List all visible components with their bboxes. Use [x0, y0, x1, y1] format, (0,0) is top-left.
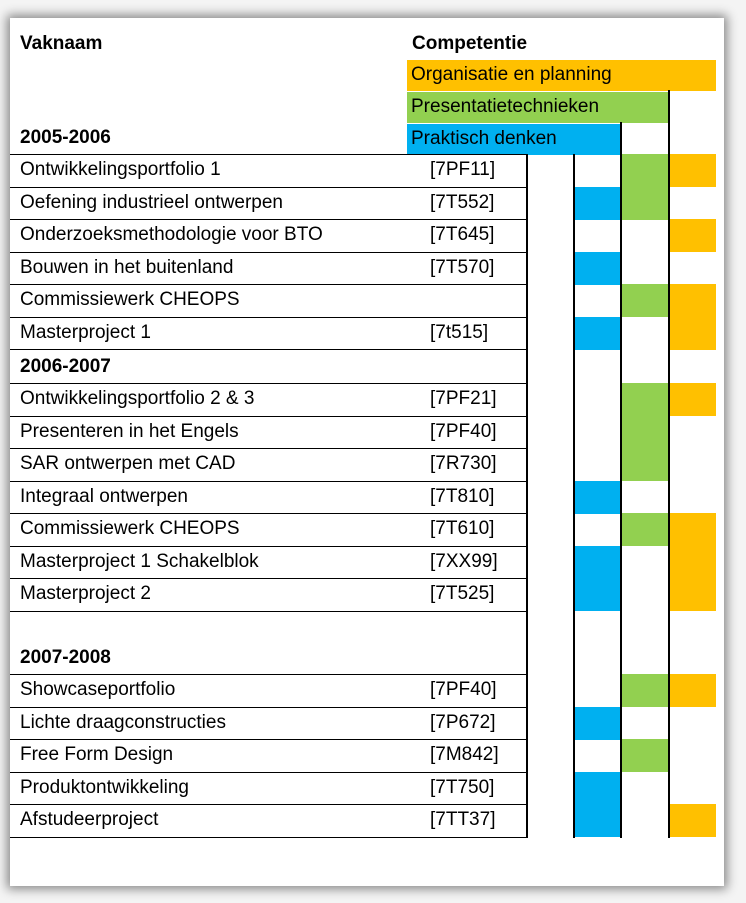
row-border	[10, 349, 528, 350]
row-border	[10, 837, 528, 838]
course-name: Commissiewerk CHEOPS	[20, 518, 240, 539]
course-name: Bouwen in het buitenland	[20, 256, 234, 278]
course-name: Integraal ontwerpen	[20, 485, 188, 507]
row-border	[10, 804, 528, 805]
course-name: Showcaseportfolio	[20, 679, 176, 700]
course-code: [7T552]	[430, 191, 495, 213]
course-code: [7t515]	[430, 321, 489, 343]
course-code: [7PF40]	[430, 679, 497, 700]
legend-presentatietechnieken: Presentatietechnieken	[407, 92, 669, 123]
course-name: Ontwikkelingsportfolio 2 & 3	[20, 388, 255, 409]
course-name: Onderzoeksmethodologie voor BTO	[20, 224, 323, 245]
section-year: 2005-2006	[20, 127, 111, 148]
course-code: [7P672]	[430, 711, 496, 733]
competency-cell-organisatie	[670, 383, 716, 416]
column-divider	[526, 154, 528, 838]
course-code: [7TT37]	[430, 809, 496, 830]
competency-cell-organisatie	[670, 317, 716, 350]
row-border	[10, 578, 528, 579]
competency-cell-presentatie	[622, 154, 669, 187]
course-code: [7T570]	[430, 256, 495, 278]
competency-cell-organisatie	[670, 513, 716, 546]
legend-organisatie-en-planning: Organisatie en planning	[407, 60, 716, 91]
row-border	[10, 317, 528, 318]
competency-cell-praktisch	[575, 546, 621, 579]
course-code: [7T750]	[430, 776, 495, 798]
legend-praktisch-denken: Praktisch denken	[407, 124, 621, 155]
competency-cell-organisatie	[670, 546, 716, 579]
course-code: [7T645]	[430, 224, 495, 245]
competency-cell-presentatie	[622, 448, 669, 481]
course-name: SAR ontwerpen met CAD	[20, 453, 236, 474]
row-border	[10, 187, 528, 188]
course-code: [7T525]	[430, 583, 495, 604]
row-border	[10, 383, 528, 384]
course-code: [7M842]	[430, 744, 499, 765]
competency-cell-praktisch	[575, 804, 621, 837]
column-divider	[573, 154, 575, 838]
competency-matrix-sheet	[10, 18, 724, 886]
column-divider	[668, 90, 670, 838]
section-year: 2007-2008	[20, 647, 111, 668]
row-border	[10, 513, 528, 514]
row-border	[10, 674, 528, 675]
course-name: Produktontwikkeling	[20, 776, 189, 798]
column-divider	[620, 122, 622, 838]
row-border	[10, 416, 528, 417]
competency-cell-presentatie	[622, 383, 669, 416]
row-border	[10, 284, 528, 285]
course-name: Presenteren in het Engels	[20, 420, 239, 442]
row-border	[10, 219, 528, 220]
column-header-vaknaam: Vaknaam	[20, 33, 103, 54]
row-border	[10, 448, 528, 449]
competency-cell-praktisch	[575, 317, 621, 350]
course-code: [7PF40]	[430, 420, 497, 442]
competency-cell-organisatie	[670, 154, 716, 187]
row-border	[10, 252, 528, 253]
row-border	[10, 546, 528, 547]
competency-cell-presentatie	[622, 416, 669, 449]
course-name: Masterproject 1 Schakelblok	[20, 550, 259, 572]
course-name: Afstudeerproject	[20, 809, 159, 830]
course-code: [7PF11]	[430, 159, 496, 180]
competency-cell-praktisch	[575, 187, 621, 220]
competency-cell-presentatie	[622, 674, 669, 707]
row-border	[10, 739, 528, 740]
competency-cell-organisatie	[670, 284, 716, 317]
competency-cell-organisatie	[670, 578, 716, 611]
course-name: Lichte draagconstructies	[20, 711, 226, 733]
course-code: [7R730]	[430, 453, 497, 474]
course-name: Masterproject 1	[20, 321, 151, 343]
competency-cell-praktisch	[575, 481, 621, 514]
competency-cell-organisatie	[670, 219, 716, 252]
section-year: 2006-2007	[20, 356, 111, 377]
competency-cell-organisatie	[670, 804, 716, 837]
competency-cell-praktisch	[575, 252, 621, 285]
column-header-competentie: Competentie	[412, 33, 528, 54]
competency-cell-presentatie	[622, 739, 669, 772]
competency-cell-presentatie	[622, 513, 669, 546]
competency-cell-praktisch	[575, 578, 621, 611]
course-name: Masterproject 2	[20, 583, 151, 604]
row-border	[10, 154, 528, 155]
row-border	[10, 707, 528, 708]
row-border	[10, 481, 528, 482]
row-border	[10, 611, 528, 612]
course-code: [7T610]	[430, 518, 495, 539]
row-border	[10, 772, 528, 773]
course-name: Commissiewerk CHEOPS	[20, 289, 240, 310]
competency-cell-organisatie	[670, 674, 716, 707]
course-name: Oefening industrieel ontwerpen	[20, 191, 284, 213]
course-name: Ontwikkelingsportfolio 1	[20, 159, 221, 180]
competency-cell-presentatie	[622, 284, 669, 317]
course-code: [7PF21]	[430, 388, 497, 409]
competency-cell-presentatie	[622, 187, 669, 220]
competency-cell-praktisch	[575, 772, 621, 805]
course-name: Free Form Design	[20, 744, 174, 765]
competency-cell-praktisch	[575, 707, 621, 740]
course-code: [7T810]	[430, 485, 495, 507]
course-code: [7XX99]	[430, 550, 498, 572]
